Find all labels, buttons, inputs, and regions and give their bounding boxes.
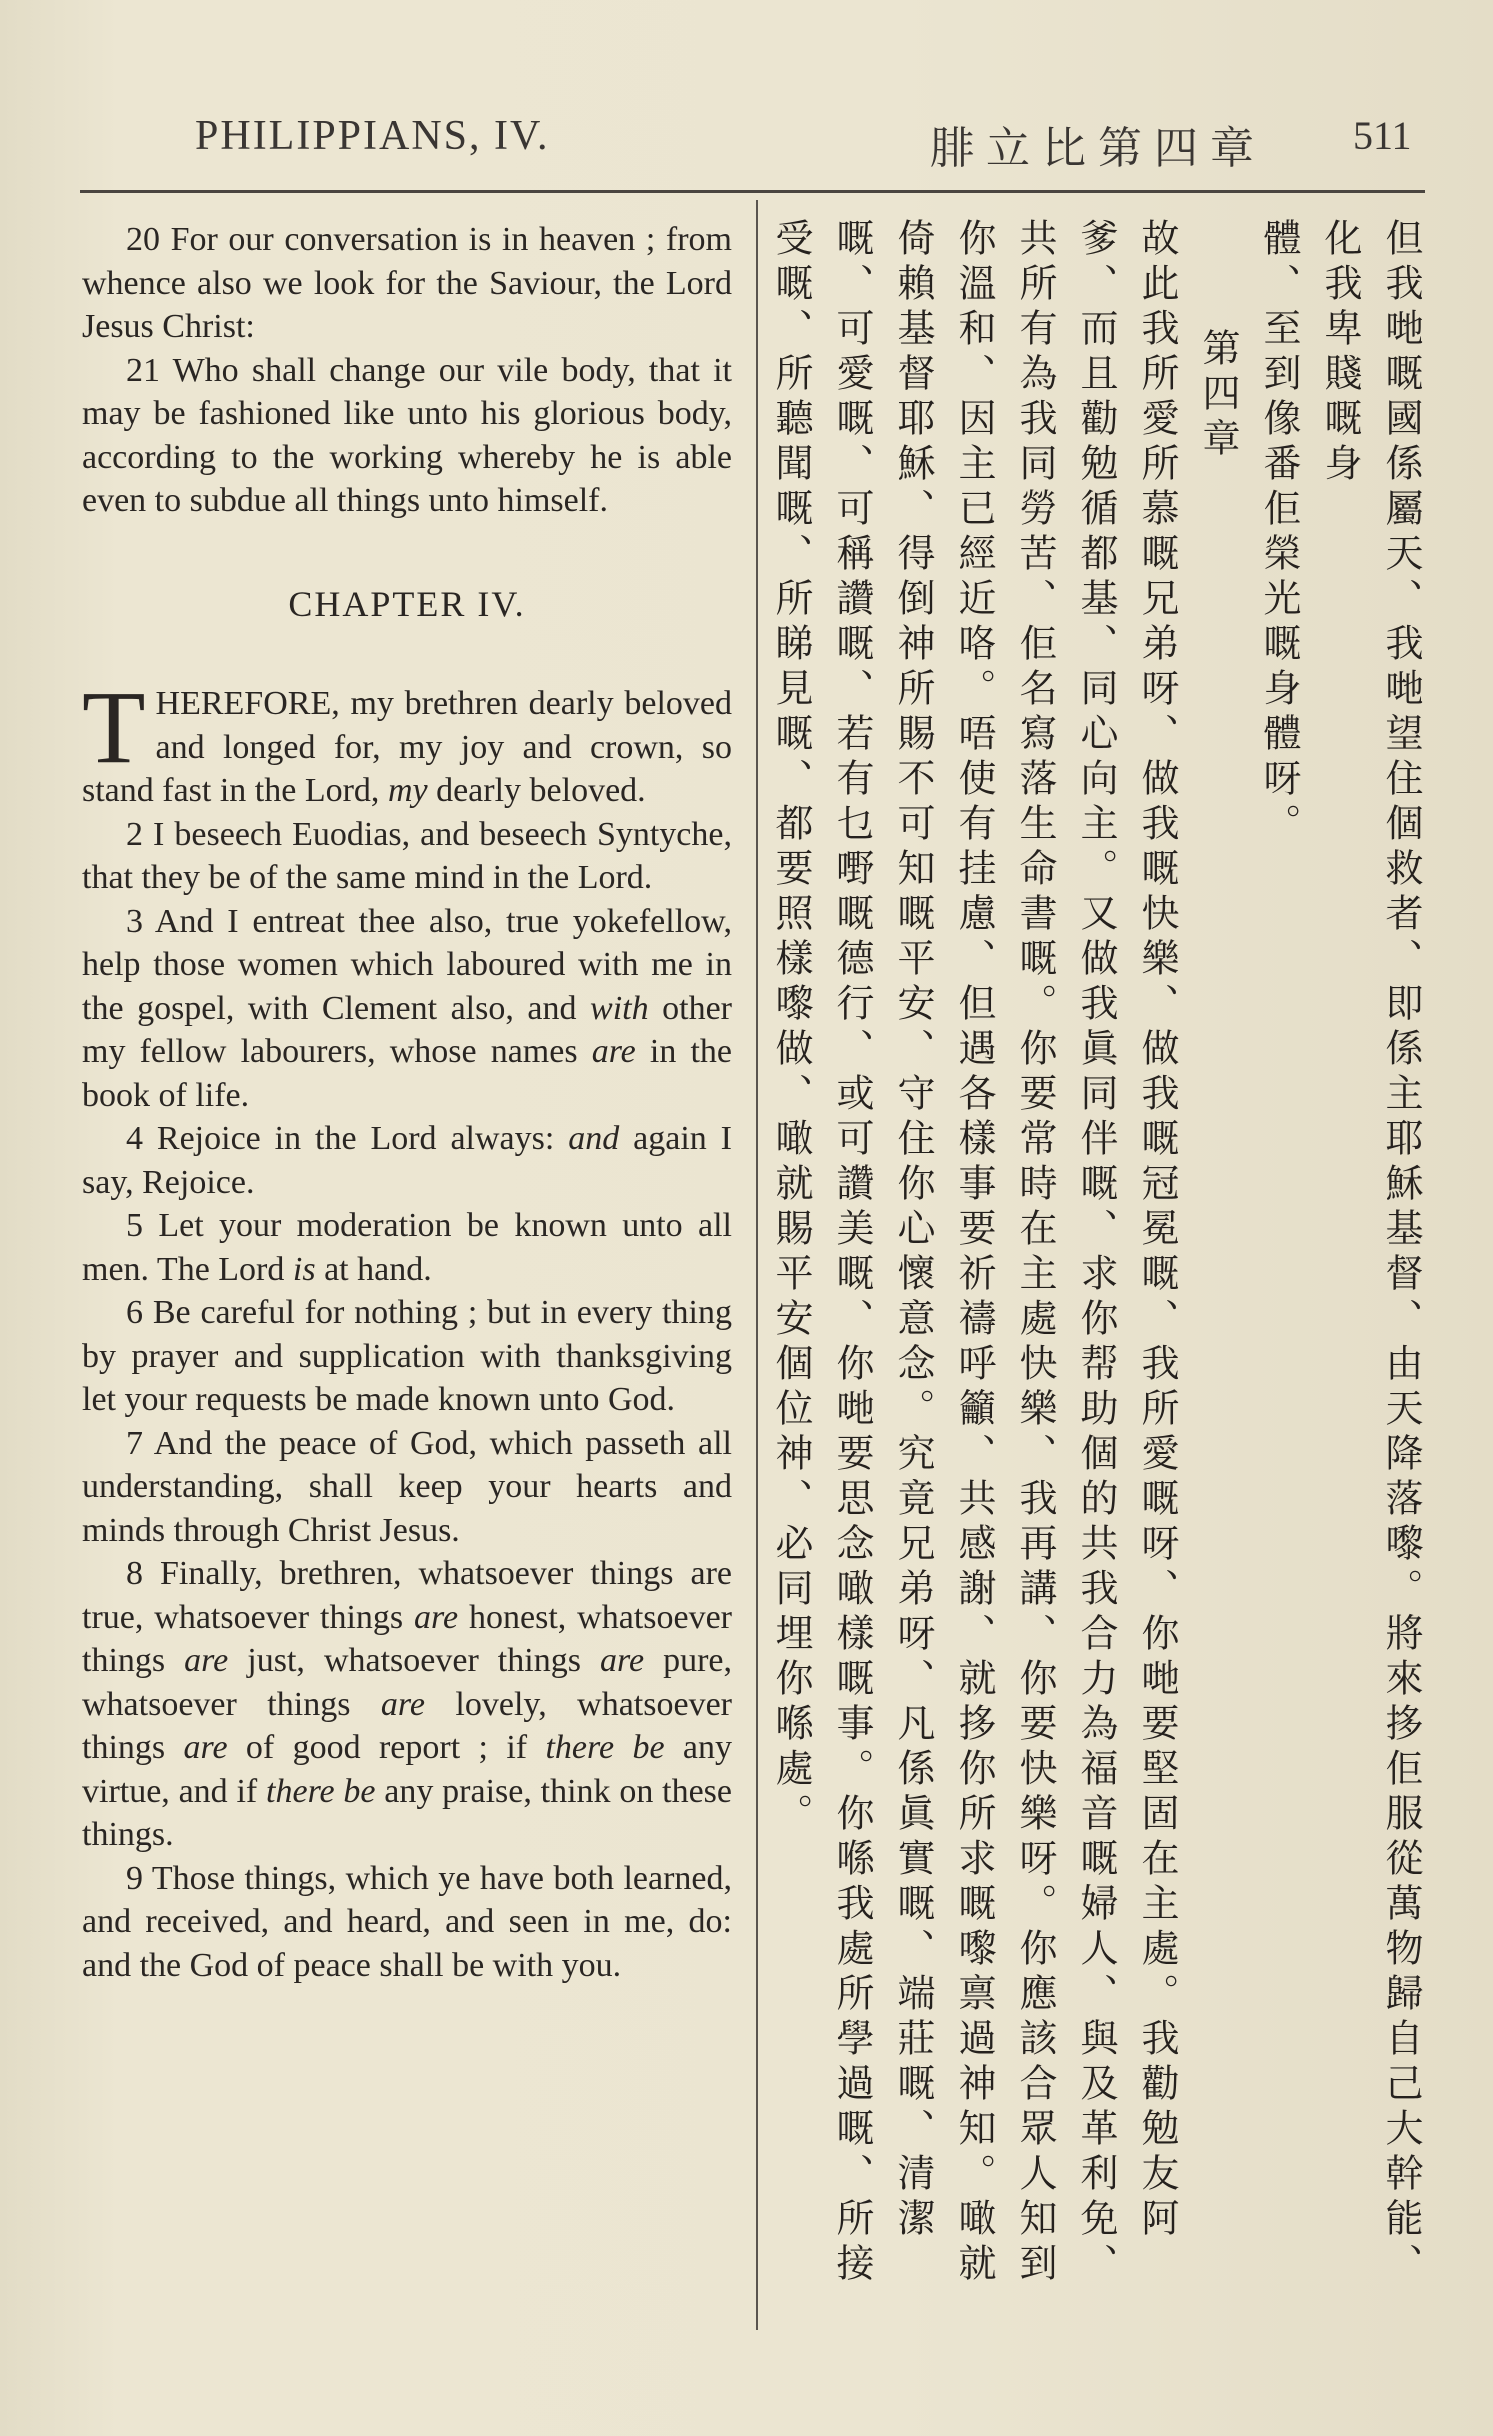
verse-3: 3 And I entreat thee also, true yokefellow, help those women which laboured with me in the gospel, with Clement also, and with other my fellow labourers, whose names are in the book of life. [82,902,733,1114]
verse-1: THEREFORE, my brethren dearly beloved and longed for, my joy and crown, so stand fast in the Lord, my dearly beloved. [82,670,732,809]
cn-verse-1: 故此我所愛所慕嘅兄弟呀、做我嘅快樂、做我嘅冠冕嘅、我所愛嘅呀、你哋要堅固在主處。我勸勉友阿爹、而且勸勉循都基、同心向主。又做我眞同伴嘅、求你帮助個的共我合力為福音嘅婦人、與及革利免、共所有為我同勞苦、佢名寫落生命書嘅。你要常時在主處快樂、我再講、你要快樂呀。你應該合眾人知到你溫和、因主已經近咯。唔使有挂慮、但遇各樣事要祈禱呼籲、共感謝、就拸你所求嘅嚟禀過神知。噉就倚賴基督耶穌、得倒神所賜不可知嘅平安、守住你心懷意念。究竟兄弟呀、凡係眞實嘅、端莊嘅、清潔嘅、可愛嘅、可稱讚嘅、若有乜嘢嘅德行、或可讚美嘅、你哋要思念噉樣嘅事。你喺我處所學過嘅、所接受嘅、所聽聞嘅、所睇見嘅、都要照樣嚟做、噉就賜平安個位神、必同埋你喺處。 [769,218,1179,2288]
running-title: PHILIPPIANS, IV. [195,113,550,159]
verse-9: 9 Those things, which ye have both learned, and received, and heard, and seen in me, do: and the God of peace shall be with you. [82,1859,732,1984]
english-column [82,218,732,1987]
page-header [80,112,1410,172]
verse-2: 2 I beseech Euodias, and beseech Syntyche, that they be of the same mind in the Lord. [82,815,732,896]
verse-20: 20 For our conversation is in heaven ; from whence also we look for the Saviour, the Lord Jesus Christ: [82,221,732,345]
chinese-column [760,218,1431,2328]
verse-4: 4 Rejoice in the Lord always: and again I say, Rejoice. [82,1120,733,1201]
drop-cap: T [82,670,146,785]
verse-21: 21 Who shall change our vile body, that it may be fashioned like unto his glorious body, according to the working whereby he is able even to subdue all things unto himself. [82,351,732,519]
chinese-running-title: 腓立比第四章 [930,123,1266,174]
page-number: 511 [1353,113,1412,158]
cn-chapter-heading: 第四章 [1196,328,1240,463]
verse-6: 6 Be careful for nothing ; but in every thing by prayer and supplication with thanksgiving let your requests be made known unto God. [82,1294,732,1418]
cn-verse-21-a: 但我哋嘅國係屬天、我哋望住個救者、即係主耶穌基督、由天降落嚟。將來拸佢服從萬物歸自己大幹能、化我卑賤嘅身 [1318,218,1423,2288]
chapter-heading: CHAPTER IV. [288,583,526,624]
verse-5: 5 Let your moderation be known unto all men. The Lord is at hand. [82,1207,732,1288]
cn-verse-21-b: 體、至到像番佢榮光嘅身體呀。 [1257,218,1301,848]
header-rule [80,190,1425,193]
column-divider [756,200,758,2330]
verse-8: 8 Finally, brethren, whatsoever things are true, whatsoever things are honest, whatsoever things are just, whatsoever things are pure, whatsoever things are lovely, whatsoever things are of good report ; if there be any virtue, and if there be any praise, think on these things. [82,1555,733,1853]
verse-7: 7 And the peace of God, which passeth all understanding, shall keep your hearts and minds through Christ Jesus. [82,1424,732,1549]
